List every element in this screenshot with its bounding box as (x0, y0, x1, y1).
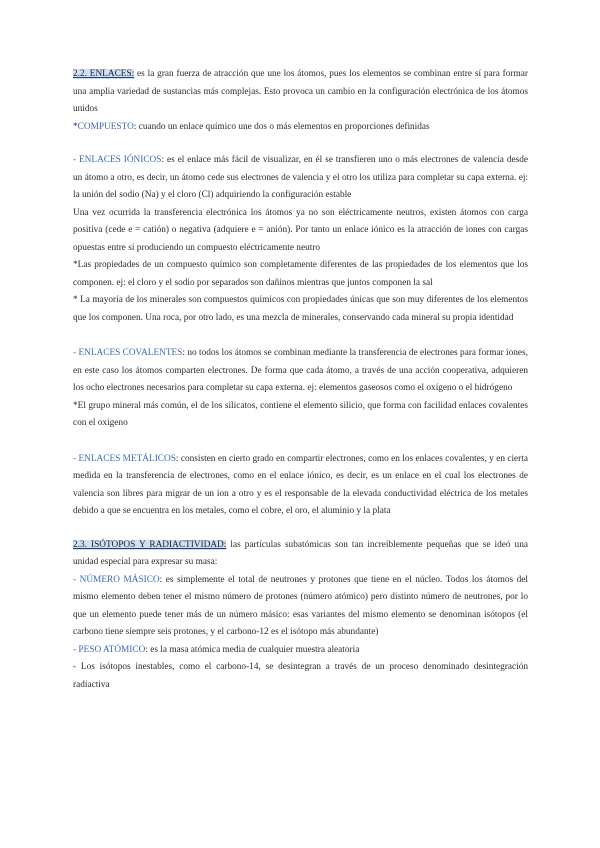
term-enlaces-metalicos: - ENLACES METÁLICOS (73, 453, 176, 464)
document-body (73, 66, 528, 694)
paragraph-peso-atomico (73, 642, 528, 660)
paragraph-ionicos-2: Una vez ocurrida la transferencia electrónica los átomos ya no son eléctricamente neutros, existen átomos con carga positiva (cede e = catión) o negativa (adquiere e = anión). Por tanto un enlace iónico es la atracción de iones con cargas opuestas entre sí produciendo un compuesto eléctricamente neutro (73, 207, 528, 253)
paragraph-ionicos-4: * La mayoría de los minerales son compuestos químicos con propiedades únicas que son muy diferentes de los elementos que los componen. Una roca, por otro lado, es una mezcla de minerales, conservando cada mineral su propia identidad (73, 295, 528, 323)
paragraph-numero-masico (73, 572, 528, 642)
section-heading-isotopos: 2.3. ISÓTOPOS Y RADIACTIVIDAD: (73, 539, 227, 550)
bullet-asterisk: * (73, 121, 78, 132)
paragraph-covalentes (73, 345, 528, 398)
section-heading-enlaces: 2.2. ENLACES: (73, 69, 135, 79)
enlaces-intro-text: es la gran fuerza de atracción que une los átomos, pues los elementos se combinan entre sí para formar una amplia variedad de sustancias más complejas. Esto provoca un cambio en la configuración electrónica de los átomos unidos (73, 69, 528, 114)
peso-atomico-text: : es la masa atómica media de cualquier muestra aleatoria (145, 644, 360, 655)
compuesto-text: : cuando un enlace químico une dos o más elementos en proporciones definidas (133, 121, 430, 132)
term-peso-atomico: - PESO ATÓMICO (73, 644, 146, 655)
metalicos-text: : consisten en cierto grado en compartir electrones, como en los enlaces covalentes, y en cierta medida en la transferencia de electrones, como en el enlace iónico, es decir, es un enlace en el cual los electrones de valencia son libres para migrar de un ion a otro y es el responsable de la elevada conductividad eléctrica de los metales debido a que se encuentra en los metales, como el cobre, el oro, el aluminio y la plata (73, 453, 528, 516)
covalentes-text: : no todos los átomos se combinan mediante la transferencia de electrones para formar iones, en este caso los átomos comparten electrones. De forma que cada átomo, a través de una acción cooperativa, adquieren los ocho electrones necesarios para completar su capa externa. ej: elementos gaseosos como el oxígeno o el hidrógeno (73, 348, 528, 393)
paragraph-compuesto (73, 119, 528, 137)
paragraph-isotopos-intro (73, 537, 528, 572)
isotopos-intro-text: las partículas subatómicas son tan increíblemente pequeñas que se ideó una unidad especial para expresar su masa: (73, 539, 528, 567)
paragraph-ionicos (73, 152, 528, 205)
paragraph-ionicos-3: *Las propiedades de un compuesto químico son completamente diferentes de las propiedades de los elementos que los componen. ej: el cloro y el sodio por separados son dañinos mientras que juntos componen la sal (73, 260, 528, 288)
paragraph-isotopos-inestables: - Los isótopos inestables, como el carbono-14, se desintegran a través de un proceso denominado desintegración radiactiva (73, 662, 528, 690)
numero-masico-text: : es simplemente el total de neutrones y protones que tiene en el núcleo. Todos los átomos del mismo elemento deben tener el mismo número de protones (número atómico) pero distinto número de neutrones, por lo que un elemento puede tener más de un número másico: esas variantes del mismo elemento se denominan isótopos (el carbono tiene siempre seis protones, y el carbono-12 es el isótopo más abundante) (73, 574, 528, 637)
term-numero-masico: - NÚMERO MÁSICO (73, 574, 160, 585)
term-enlaces-covalentes: - ENLACES COVALENTES (73, 348, 183, 358)
term-compuesto: COMPUESTO (77, 121, 134, 132)
paragraph-enlaces-intro (73, 66, 528, 119)
paragraph-metalicos (73, 451, 528, 521)
paragraph-covalentes-2: *El grupo mineral más común, el de los silicatos, contiene el elemento silicio, que forma con facilidad enlaces covalentes con el oxígeno (73, 400, 528, 428)
term-enlaces-ionicos: - ENLACES IÓNICOS (73, 155, 162, 165)
ionicos-text: : es el enlace más fácil de visualizar, en él se transfieren uno o más electrones de valencia desde un átomo a otro, es decir, un átomo cede sus electrones de valencia y el otro los utiliza para completar su capa externa. ej: la unión del sodio (Na) y el cloro (Cl) adquiriendo la configuración estable (73, 155, 528, 200)
